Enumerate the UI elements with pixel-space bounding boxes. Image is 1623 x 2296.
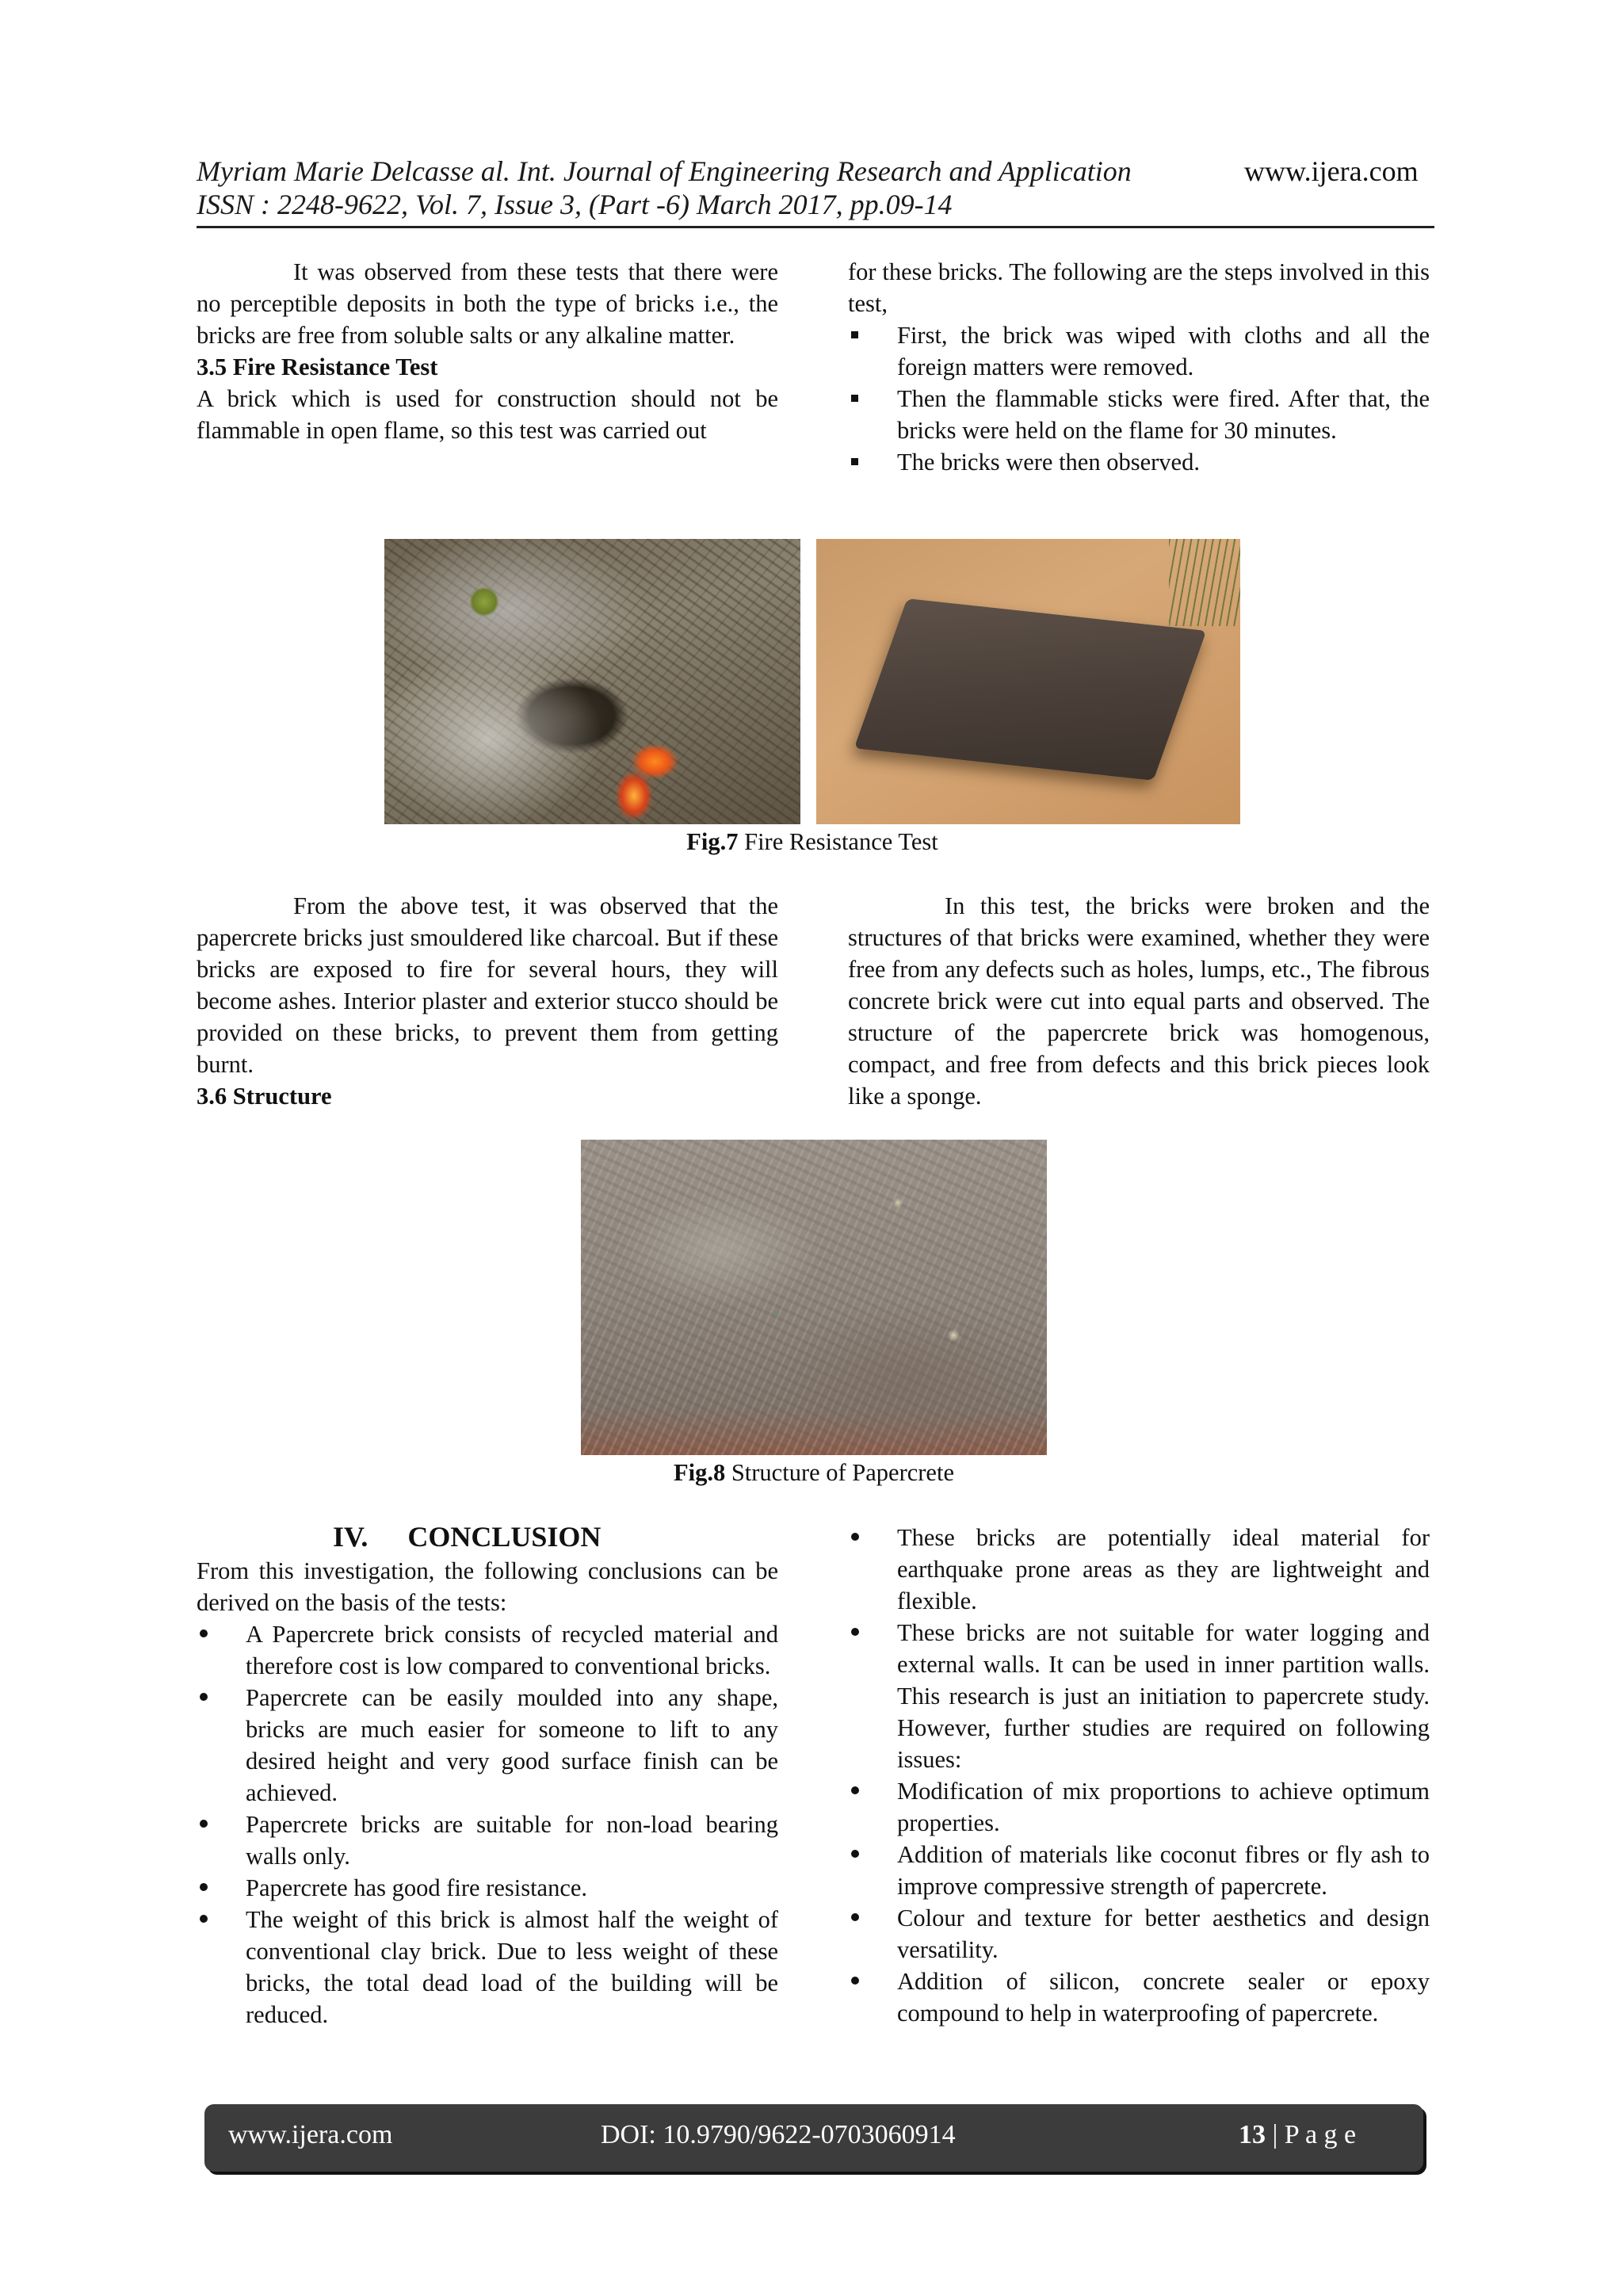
fig8-caption-text: Structure of Papercrete bbox=[725, 1459, 954, 1486]
list-item: The bricks were then observed. bbox=[848, 446, 1430, 478]
page-footer bbox=[204, 2104, 1423, 2172]
top-left-column bbox=[197, 256, 778, 446]
header-issn-line: ISSN : 2248-9622, Vol. 7, Issue 3, (Part -6) March 2017, pp.09-14 bbox=[197, 189, 953, 220]
paragraph-fire-result: From the above test, it was observed that the papercrete bricks just smouldered like charcoal. But if these bricks are exposed to fire for several hours, they will become ashes. Interior plaster and exterior stucco should be provided on these bricks, to prevent them from getting burnt. bbox=[197, 892, 778, 1078]
list-item: These bricks are potentially ideal material for earthquake prone areas as they are lightweight and flexible. bbox=[848, 1522, 1430, 1617]
paragraph-fire-intro: A brick which is used for construction should not be flammable in open flame, so this test was carried out bbox=[197, 385, 778, 444]
list-item: These bricks are not suitable for water logging and external walls. It can be used in inner partition walls. This research is just an initiation to papercrete study. However, further studies are required on following issues: bbox=[848, 1617, 1430, 1775]
section-heading-3-5: 3.5 Fire Resistance Test bbox=[197, 353, 438, 380]
fig7-caption bbox=[384, 826, 1240, 858]
list-item: Modification of mix proportions to achieve optimum properties. bbox=[848, 1775, 1430, 1839]
header-journal-line: Myriam Marie Delcasse al. Int. Journal of Engineering Research and Application bbox=[197, 155, 1132, 187]
list-item: Papercrete bricks are suitable for non-load bearing walls only. bbox=[197, 1809, 778, 1872]
conclusion-title: CONCLUSION bbox=[407, 1521, 601, 1553]
fig7-fire-photo bbox=[384, 539, 800, 824]
footer-url[interactable]: www.ijera.com bbox=[228, 2120, 393, 2149]
top-right-column bbox=[848, 256, 1430, 478]
header-url[interactable]: www.ijera.com bbox=[1244, 155, 1419, 187]
list-item: Addition of silicon, concrete sealer or epoxy compound to help in waterproofing of papercrete. bbox=[848, 1966, 1430, 2029]
fig7-label: Fig.7 bbox=[686, 828, 739, 855]
section-heading-3-6: 3.6 Structure bbox=[197, 1083, 332, 1110]
page-number: 13 bbox=[1239, 2120, 1266, 2149]
fig8-label: Fig.8 bbox=[673, 1459, 726, 1486]
mid-right-column bbox=[848, 890, 1430, 1112]
paragraph-salts: It was observed from these tests that there were no perceptible deposits in both the type of bricks i.e., the bricks are free from soluble salts or any alkaline matter. bbox=[197, 258, 778, 349]
fig8-caption bbox=[581, 1457, 1047, 1488]
footer-doi[interactable]: DOI: 10.9790/9622-0703060914 bbox=[601, 2120, 956, 2149]
paragraph-structure: In this test, the bricks were broken and the structures of that bricks were examined, whether they were free from any defects such as holes, lumps, etc., The fibrous concrete brick were cut into equal parts and observed. The structure of the papercrete brick was homogenous, compact, and free from defects and this brick pieces look like a sponge. bbox=[848, 892, 1430, 1110]
list-item: Colour and texture for better aesthetics and design versatility. bbox=[848, 1902, 1430, 1966]
grass-patch bbox=[1169, 539, 1240, 626]
conclusion-heading bbox=[333, 1520, 601, 1553]
conclusion-right-list bbox=[848, 1522, 1430, 2029]
list-item: Then the flammable sticks were fired. After that, the bricks were held on the flame for 30 minutes. bbox=[848, 383, 1430, 446]
page-label: | P a g e bbox=[1266, 2120, 1357, 2149]
paragraph-steps-intro: for these bricks. The following are the steps involved in this test, bbox=[848, 258, 1430, 317]
running-header bbox=[197, 155, 1132, 221]
fig8-structure-photo bbox=[581, 1140, 1047, 1455]
list-item: The weight of this brick is almost half the weight of conventional clay brick. Due to less weight of these bricks, the total dead load of the building will be reduced. bbox=[197, 1904, 778, 2030]
mid-left-column bbox=[197, 890, 778, 1112]
steps-list bbox=[848, 319, 1430, 478]
brick-shape bbox=[854, 598, 1207, 781]
footer-page bbox=[1239, 2120, 1356, 2150]
fig7-brick-photo bbox=[816, 539, 1240, 824]
header-rule bbox=[197, 226, 1434, 228]
fig7-caption-text: Fire Resistance Test bbox=[738, 828, 938, 855]
conclusion-right-column bbox=[848, 1522, 1430, 2029]
list-item: Papercrete can be easily moulded into any shape, bricks are much easier for someone to lift to any desired height and very good surface finish can be achieved. bbox=[197, 1682, 778, 1809]
conclusion-left-column bbox=[197, 1555, 778, 2030]
list-item: Addition of materials like coconut fibres or fly ash to improve compressive strength of papercrete. bbox=[848, 1839, 1430, 1902]
list-item: Papercrete has good fire resistance. bbox=[197, 1872, 778, 1904]
conclusion-left-list bbox=[197, 1618, 778, 2030]
list-item: First, the brick was wiped with cloths and all the foreign matters were removed. bbox=[848, 319, 1430, 383]
conclusion-number: IV. bbox=[333, 1521, 369, 1553]
list-item: A Papercrete brick consists of recycled material and therefore cost is low compared to conventional bricks. bbox=[197, 1618, 778, 1682]
conclusion-intro: From this investigation, the following conclusions can be derived on the basis of the tests: bbox=[197, 1557, 778, 1616]
